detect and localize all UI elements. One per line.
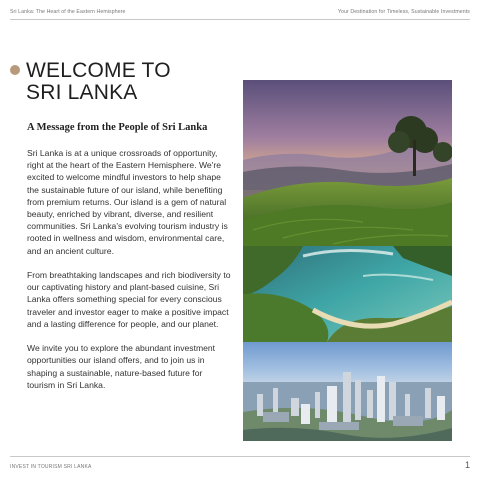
header-divider [10, 19, 470, 20]
page-title-line-2: SRI LANKA [26, 81, 138, 104]
body-text [27, 147, 232, 403]
footer-divider [10, 456, 470, 457]
page-number: 1 [464, 460, 470, 470]
city-skyline-photo [243, 342, 452, 441]
running-header [10, 9, 470, 15]
section-subheading: A Message from the People of Sri Lanka [27, 122, 208, 133]
header-right-text: Your Destination for Timeless, Sustainable Investments [337, 9, 470, 15]
header-left-text: Sri Lanka: The Heart of the Eastern Hemisphere [10, 9, 126, 15]
body-paragraph: From breathtaking landscapes and rich biodiversity to our captivating history and plant-based cuisine, Sri Lanka offers something special for every conscious traveler and investor eager to make a positive impact and a lasting difference for people, and our planet. [27, 270, 231, 329]
footer-text: INVEST IN TOURISM SRI LANKA [10, 464, 92, 470]
title-bullet-icon [10, 65, 20, 75]
page-title [26, 60, 236, 104]
coastal-bay-photo [243, 246, 452, 342]
page-title-line-1: WELCOME TO [26, 59, 171, 82]
body-paragraph: We invite you to explore the abundant investment opportunities our island offers, and to join us in shaping a sustainable, nature-based future for tourism in Sri Lanka. [27, 343, 216, 390]
tea-hills-photo [243, 80, 452, 246]
photo-collage [243, 80, 452, 441]
body-paragraph: Sri Lanka is at a unique crossroads of opportunity, right at the heart of the Eastern Hemisphere. We're excited to welcome mindful investors to help shape the sustainable future of our island, while benefiting from premium returns. Our island is a gem of natural beauty, enriched by vibrant, diverse, and resilient communities. Sri Lanka's evolving tourism industry is rooted in wellness and wisdom, environmental care, and an ancient culture. [27, 148, 228, 256]
